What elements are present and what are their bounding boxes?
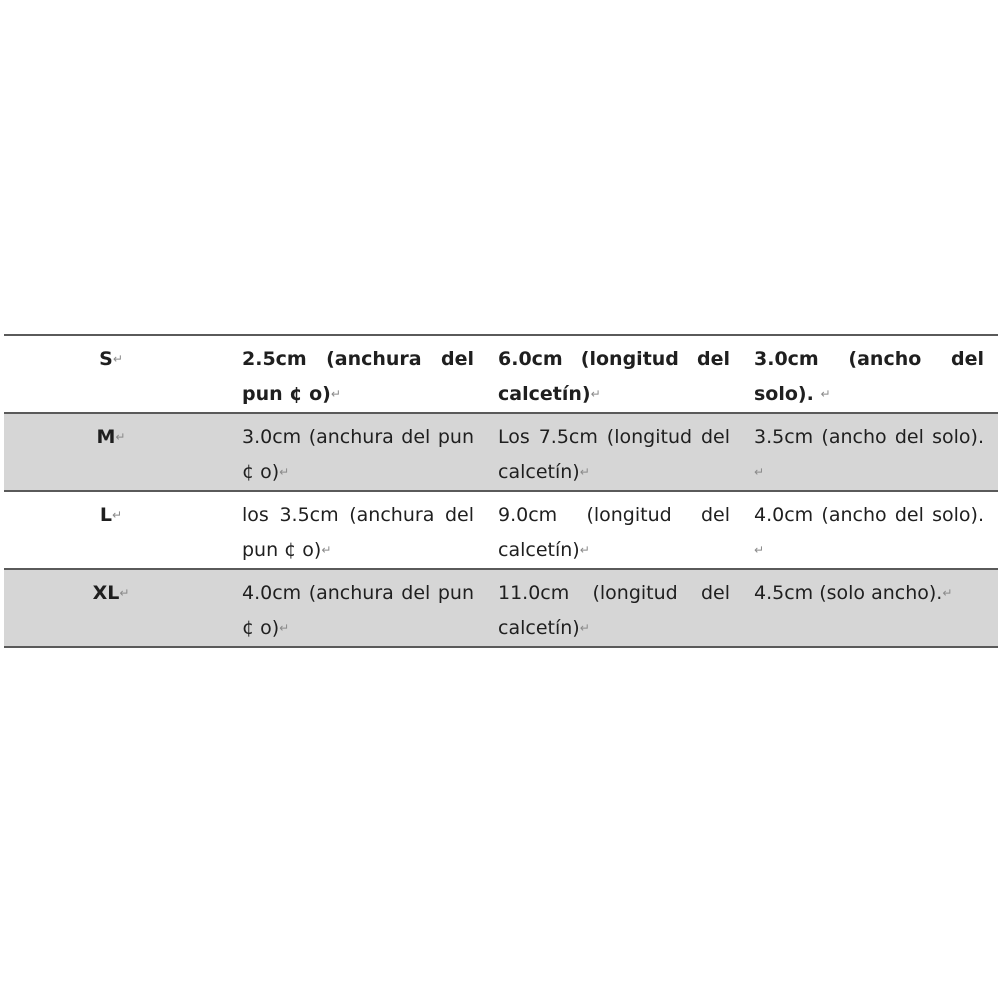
cuff-value: los 3.5cm (anchura del pun ¢ o): [242, 504, 474, 561]
paragraph-mark-icon: ↵: [579, 621, 590, 635]
cuff-value: 3.0cm (anchura del pun ¢ o): [242, 426, 474, 483]
paragraph-mark-icon: ↵: [112, 352, 123, 366]
paragraph-mark-icon: ↵: [112, 508, 123, 522]
size-chart-table: [4, 334, 998, 648]
size-cell: [4, 335, 240, 413]
cuff-cell: [240, 569, 496, 647]
paragraph-mark-icon: ↵: [942, 586, 953, 600]
paragraph-mark-icon: ↵: [321, 543, 332, 557]
length-cell: [496, 569, 752, 647]
table-row-l: [4, 491, 998, 569]
sole-value: 4.0cm (ancho del solo).: [754, 504, 984, 526]
paragraph-mark-icon: ↵: [579, 543, 590, 557]
sole-value: 4.5cm (solo ancho).: [754, 582, 943, 604]
paragraph-mark-icon: ↵: [330, 387, 341, 401]
length-cell: [496, 335, 752, 413]
cuff-cell: [240, 335, 496, 413]
paragraph-mark-icon: ↵: [590, 387, 601, 401]
sole-cell: [752, 569, 998, 647]
size-label: XL: [92, 582, 120, 604]
paragraph-mark-icon: ↵: [754, 543, 765, 557]
length-value: 9.0cm (longitud del calcetín): [498, 504, 730, 561]
paragraph-mark-icon: ↵: [820, 387, 831, 401]
size-label: L: [99, 504, 113, 526]
paragraph-mark-icon: ↵: [754, 465, 765, 479]
length-value: Los 7.5cm (longitud del calcetín): [498, 426, 730, 483]
paragraph-mark-icon: ↵: [115, 430, 126, 444]
sole-cell: [752, 335, 998, 413]
sole-cell: [752, 413, 998, 491]
cuff-cell: [240, 491, 496, 569]
size-label: S: [99, 348, 113, 370]
cuff-cell: [240, 413, 496, 491]
length-cell: [496, 491, 752, 569]
size-cell: [4, 569, 240, 647]
length-value: 11.0cm (longitud del calcetín): [498, 582, 730, 639]
length-cell: [496, 413, 752, 491]
sole-cell: [752, 491, 998, 569]
size-label: M: [96, 426, 116, 448]
size-cell: [4, 491, 240, 569]
sole-value: 3.5cm (ancho del solo).: [754, 426, 984, 448]
paragraph-mark-icon: ↵: [279, 621, 290, 635]
cuff-value: 4.0cm (anchura del pun ¢ o): [242, 582, 474, 639]
cuff-value: 2.5cm (anchura del pun ¢ o): [242, 348, 474, 405]
table-row-m: [4, 413, 998, 491]
table-row-s: [4, 335, 998, 413]
paragraph-mark-icon: ↵: [579, 465, 590, 479]
sole-value: 3.0cm (ancho del solo).: [754, 348, 984, 405]
size-cell: [4, 413, 240, 491]
table-row-xl: [4, 569, 998, 647]
paragraph-mark-icon: ↵: [279, 465, 290, 479]
paragraph-mark-icon: ↵: [119, 586, 130, 600]
length-value: 6.0cm (longitud del calcetín): [498, 348, 730, 405]
